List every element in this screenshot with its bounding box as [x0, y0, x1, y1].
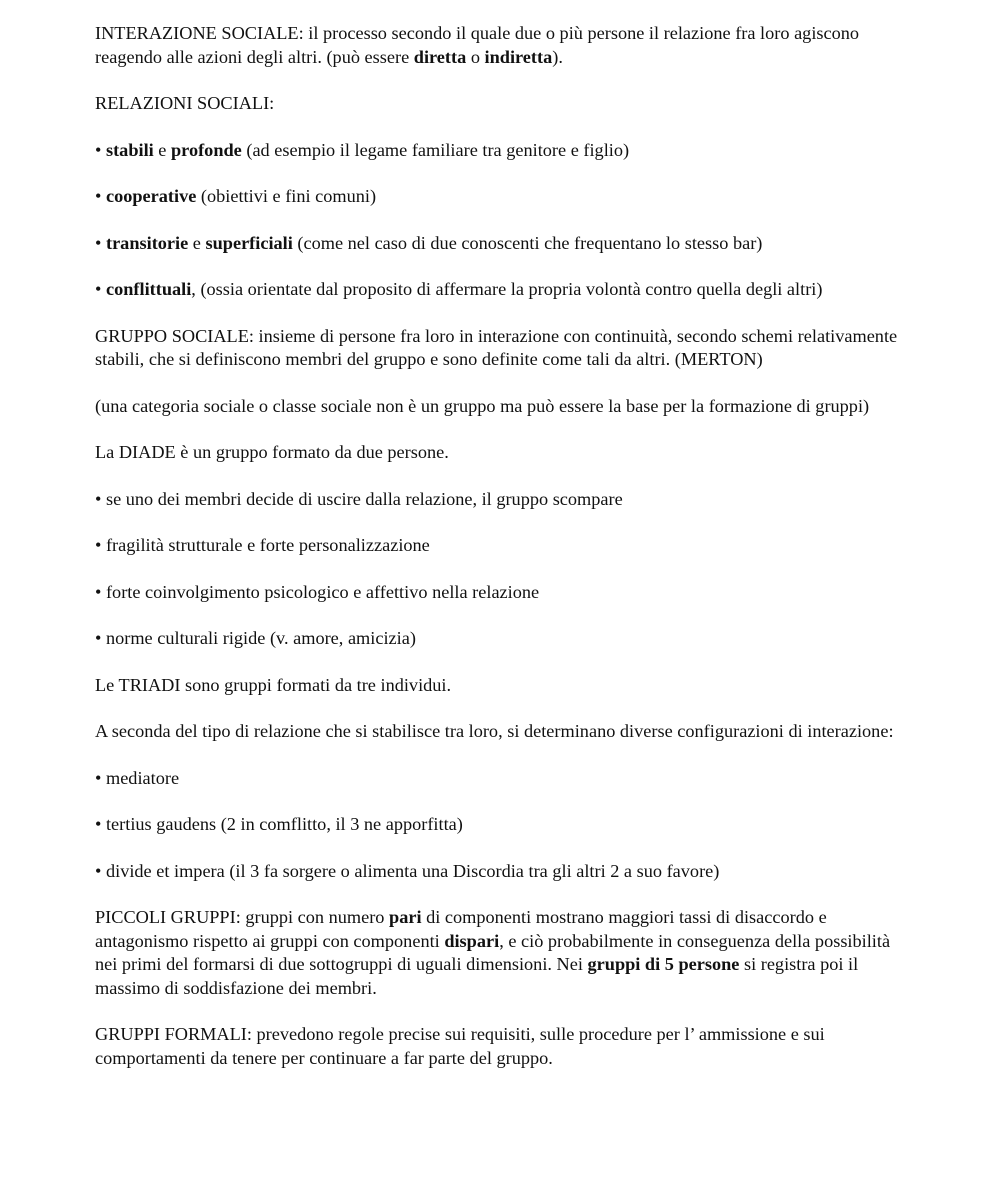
paragraph-piccoli-gruppi	[95, 906, 910, 1000]
text-run: GRUPPO SOCIALE: insieme di persone fra loro in interazione con continuità, secondo schemi relativamente stabili, che si definiscono membri del gruppo e sono definite come tali da altri. (MERTON)	[95, 325, 898, 369]
text-run: La DIADE è un gruppo formato da due persone.	[95, 442, 449, 462]
text-run: (obiettivi e fini comuni)	[196, 186, 377, 206]
text-run: •	[95, 139, 106, 160]
text-run: •	[95, 186, 106, 206]
bold-text: transitorie	[105, 232, 189, 253]
bold-text: dispari	[444, 930, 500, 951]
paragraph-configurazioni	[95, 720, 910, 744]
bold-text: profonde	[171, 139, 242, 160]
text-run: , e ciò probabilmente in conseguenza della possibilità nei primi del formarsi di due sottogruppi di uguali dimensioni. Nei	[95, 930, 891, 974]
bold-text: gruppi di 5 persone	[587, 954, 740, 974]
paragraph-gruppo-sociale	[95, 325, 910, 372]
text-run: PICCOLI GRUPPI: gruppi con numero	[95, 907, 390, 927]
text-run: • divide et impera (il 3 fa sorgere o alimenta una Discordia tra gli altri 2 a suo favore)	[95, 860, 720, 881]
bold-text: diretta	[413, 46, 467, 67]
paragraph-bullet-conflittuali	[95, 278, 910, 302]
bold-text: cooperative	[105, 186, 197, 206]
bold-text: conflittuali	[105, 279, 192, 299]
paragraph-bullet-diade-4	[95, 627, 910, 651]
text-run: ).	[552, 46, 563, 67]
paragraph-bullet-diade-1	[95, 488, 910, 512]
text-run: RELAZIONI SOCIALI:	[95, 93, 275, 113]
text-run: , (ossia orientate dal proposito di affermare la propria volontà contro quella degli altri)	[191, 279, 823, 299]
paragraph-bullet-cooperative	[95, 185, 910, 209]
text-run: • tertius gaudens (2 in comflitto, il 3 ne apporfitta)	[95, 814, 463, 834]
paragraph-bullet-divide	[95, 860, 910, 884]
text-run: (una categoria sociale o classe sociale non è un gruppo ma può essere la base per la formazione di gruppi)	[95, 395, 870, 416]
text-run: • norme culturali rigide (v. amore, amicizia)	[95, 628, 416, 648]
paragraph-bullet-stabili	[95, 139, 910, 163]
bold-text: indiretta	[484, 46, 553, 67]
text-run: GRUPPI FORMALI: prevedono regole precise sui requisiti, sulle procedure per l’ ammissione e sui comportamenti da tenere per continuare a far parte del gruppo.	[95, 1024, 825, 1068]
text-run: A seconda del tipo di relazione che si stabilisce tra loro, si determinano diverse configurazioni di interazione:	[95, 721, 894, 741]
text-run: INTERAZIONE SOCIALE: il processo secondo il quale due o più persone il relazione fra loro agiscono reagendo alle azioni degli altri. (può essere	[95, 23, 860, 67]
text-run: si registra poi il massimo di soddisfazione dei membri.	[95, 954, 859, 998]
text-run: o	[466, 46, 485, 67]
paragraph-bullet-tertius	[95, 813, 910, 837]
text-run: • fragilità strutturale e forte personalizzazione	[95, 535, 430, 555]
text-run: (come nel caso di due conoscenti che frequentano lo stesso bar)	[292, 232, 763, 253]
paragraph-bullet-diade-2	[95, 534, 910, 558]
text-run: (ad esempio il legame familiare tra genitore e figlio)	[241, 139, 630, 160]
text-run: •	[95, 232, 106, 253]
paragraph-bullet-diade-3	[95, 581, 910, 605]
text-run: • forte coinvolgimento psicologico e affettivo nella relazione	[95, 581, 540, 602]
text-run: • se uno dei membri decide di uscire dalla relazione, il gruppo scompare	[95, 488, 623, 509]
text-run: di componenti mostrano maggiori tassi di disaccordo e antagonismo rispetto ai gruppi con componenti	[95, 907, 827, 951]
paragraph-triadi	[95, 674, 910, 698]
bold-text: pari	[389, 907, 422, 927]
paragraph-gruppi-formali	[95, 1023, 910, 1070]
document-page	[95, 22, 910, 1070]
text-run: e	[153, 139, 171, 160]
paragraph-relazioni-sociali-heading	[95, 92, 910, 116]
paragraph-categoria-sociale	[95, 395, 910, 419]
text-run: e	[188, 232, 206, 253]
text-run: • mediatore	[95, 767, 180, 788]
text-run: Le TRIADI sono gruppi formati da tre individui.	[95, 674, 452, 695]
paragraph-diade	[95, 441, 910, 465]
bold-text: superficiali	[205, 232, 293, 253]
paragraph-bullet-transitorie	[95, 232, 910, 256]
text-run: •	[95, 279, 106, 299]
paragraph-interazione-sociale	[95, 22, 910, 69]
bold-text: stabili	[105, 139, 154, 160]
paragraph-bullet-mediatore	[95, 767, 910, 791]
